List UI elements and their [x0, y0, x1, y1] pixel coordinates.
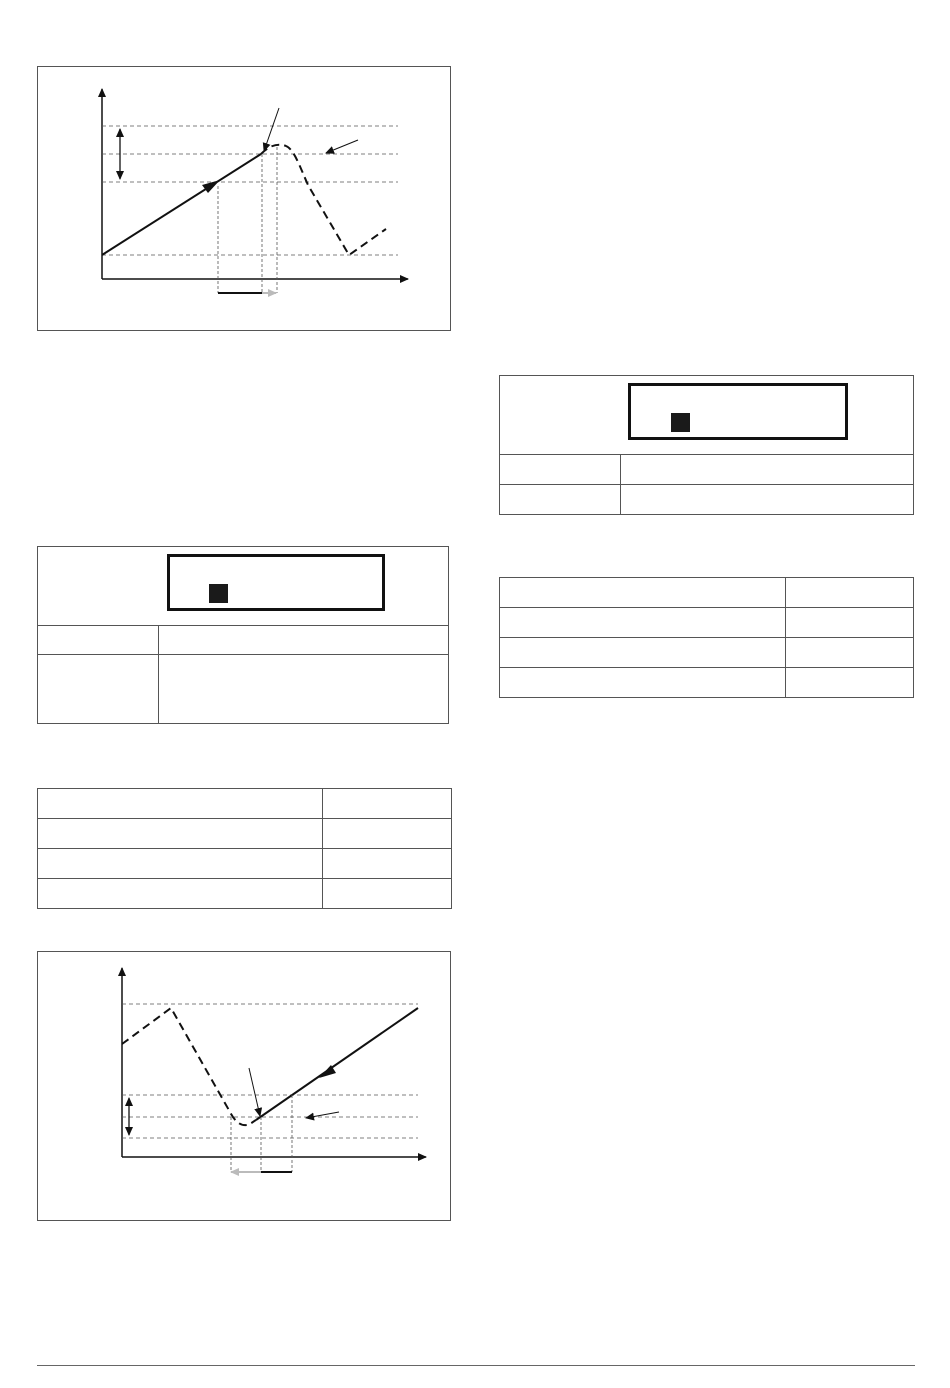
diagram-falling	[38, 952, 452, 1222]
rising-curve	[256, 1008, 418, 1120]
table-row	[38, 879, 451, 908]
lcd-panel-right-row	[500, 455, 913, 485]
table-row	[38, 789, 451, 819]
table-row	[38, 819, 451, 849]
lcd-panel-right-row	[500, 485, 913, 514]
lcd-screen	[167, 554, 385, 611]
overshoot-curve	[261, 145, 386, 255]
block-cursor-icon	[671, 413, 690, 432]
table-right	[499, 577, 914, 698]
diagram-rising-frame	[37, 66, 451, 331]
falling-curve	[122, 1008, 256, 1125]
block-cursor-icon	[209, 584, 228, 603]
lcd-panel-left-row	[38, 626, 448, 655]
table-row	[500, 638, 913, 668]
diagram-rising	[38, 67, 452, 332]
rising-curve	[102, 154, 261, 255]
lcd-panel-left-header	[38, 547, 448, 626]
lcd-screen	[628, 383, 848, 440]
callout-overshoot	[326, 140, 358, 153]
diagram-falling-frame	[37, 951, 451, 1221]
lcd-panel-left-row	[38, 655, 448, 723]
table-row	[500, 668, 913, 697]
lcd-panel-left	[37, 546, 449, 724]
lcd-panel-right-header	[500, 376, 913, 455]
table-left	[37, 788, 452, 909]
callout-trough	[249, 1068, 260, 1116]
footer-rule	[37, 1365, 915, 1366]
table-row	[500, 578, 913, 608]
table-row	[500, 608, 913, 638]
lcd-panel-right	[499, 375, 914, 515]
table-row	[38, 849, 451, 879]
